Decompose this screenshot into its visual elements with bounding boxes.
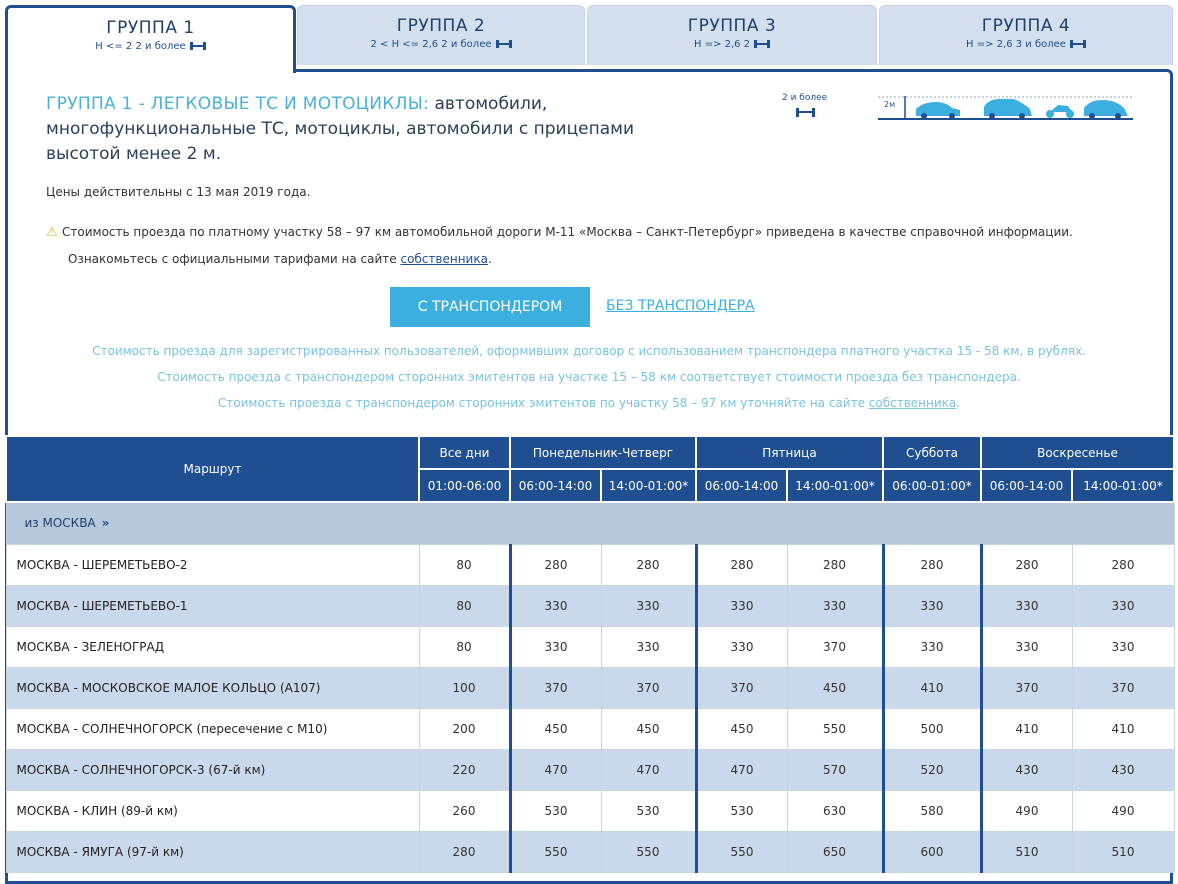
price-cell: 430 [981, 749, 1072, 790]
tab-subtitle: H <= 2 2 и более [8, 41, 293, 52]
price-cell: 260 [419, 790, 510, 831]
price-cell: 530 [510, 790, 601, 831]
note-third-party-transponder: Стоимость проезда с транспондером сторонних эмитентов на участке 15 – 58 км соответствует стоимости проезда без транспондера. [157, 370, 1021, 384]
axle-icon [754, 40, 770, 48]
price-cell: 520 [883, 749, 981, 790]
price-cell: 330 [696, 585, 787, 626]
group-header-all-days: Все дни [419, 436, 510, 469]
price-cell: 80 [419, 544, 510, 585]
time-header: 14:00-01:00* [601, 469, 696, 502]
route-cell: МОСКВА - ШЕРЕМЕТЬЕВО-1 [6, 585, 419, 626]
price-cell: 370 [981, 667, 1072, 708]
table-row [6, 544, 1174, 585]
tab-group-2[interactable] [297, 5, 585, 65]
axle-icon [496, 40, 512, 48]
price-cell: 470 [510, 749, 601, 790]
group-header-saturday: Суббота [883, 436, 981, 469]
table-row [6, 790, 1174, 831]
price-cell: 490 [1072, 790, 1174, 831]
route-cell: МОСКВА - МОСКОВСКОЕ МАЛОЕ КОЛЬЦО (А107) [6, 667, 419, 708]
price-cell: 370 [1072, 667, 1174, 708]
warning-text: Стоимость проезда по платному участку 58 – 97 км автомобильной дороги М-11 «Москва – Санкт-Петербург» приведена в качестве справочной информации. [62, 225, 1073, 239]
route-cell: МОСКВА - КЛИН (89-й км) [6, 790, 419, 831]
vehicle-illustration [778, 90, 1138, 130]
price-cell: 470 [696, 749, 787, 790]
tab-subtitle: H => 2,6 3 и более [880, 39, 1172, 50]
price-cell: 650 [787, 831, 883, 872]
table-row [6, 708, 1174, 749]
price-cell: 280 [696, 544, 787, 585]
hatchback-icon [1084, 100, 1128, 119]
price-cell: 330 [510, 626, 601, 667]
time-header: 14:00-01:00* [787, 469, 883, 502]
with-transponder-button[interactable]: С ТРАНСПОНДЕРОМ [390, 287, 590, 327]
price-cell: 330 [981, 626, 1072, 667]
price-cell: 500 [883, 708, 981, 749]
table-row [6, 667, 1174, 708]
price-cell: 600 [883, 831, 981, 872]
tab-group-4[interactable] [879, 5, 1173, 65]
route-cell: МОСКВА - ЗЕЛЕНОГРАД [6, 626, 419, 667]
time-header: 06:00-14:00 [696, 469, 787, 502]
time-header: 01:00-06:00 [419, 469, 510, 502]
price-cell: 330 [883, 585, 981, 626]
route-cell: МОСКВА - СОЛНЕЧНОГОРСК (пересечение с М10) [6, 708, 419, 749]
warning-icon: ⚠ [46, 225, 58, 240]
price-cell: 580 [883, 790, 981, 831]
price-cell: 80 [419, 585, 510, 626]
price-cell: 510 [1072, 831, 1174, 872]
group-header-friday: Пятница [696, 436, 883, 469]
chevron-right-icon: » [101, 516, 110, 531]
price-cell: 550 [510, 831, 601, 872]
route-cell: МОСКВА - СОЛНЕЧНОГОРСК-3 (67-й км) [6, 749, 419, 790]
tab-title: ГРУППА 1 [106, 18, 195, 38]
suv-icon [984, 99, 1032, 119]
warning-suffix: . [487, 252, 492, 266]
group-heading-description: автомобили, многофункциональные ТС, мотоциклы, автомобили с прицепами высотой менее 2 м. [46, 94, 635, 164]
sedan-icon [916, 102, 960, 119]
time-header: 06:00-01:00* [883, 469, 981, 502]
axle-icon [190, 42, 206, 50]
price-cell: 330 [883, 626, 981, 667]
time-header: 14:00-01:00* [1072, 469, 1174, 502]
price-cell: 470 [601, 749, 696, 790]
price-cell: 100 [419, 667, 510, 708]
tab-title: ГРУППА 3 [687, 16, 777, 36]
price-cell: 330 [1072, 626, 1174, 667]
price-cell: 370 [510, 667, 601, 708]
price-cell: 450 [601, 708, 696, 749]
price-cell: 370 [601, 667, 696, 708]
height-label: 2м [884, 100, 896, 109]
warning-text-2: Ознакомьтесь с официальными тарифами на сайте [68, 252, 397, 266]
price-cell: 280 [419, 831, 510, 872]
group-heading [46, 92, 686, 167]
motorcycle-icon [1046, 105, 1074, 118]
group-header-mon-thu: Понедельник-Четверг [510, 436, 696, 469]
warning-notice [46, 219, 1073, 272]
price-cell: 330 [510, 585, 601, 626]
price-cell: 200 [419, 708, 510, 749]
price-cell: 330 [787, 585, 883, 626]
direction-row[interactable] [6, 502, 1174, 544]
route-cell: МОСКВА - ЯМУГА (97-й км) [6, 831, 419, 872]
note-registered-users: Стоимость проезда для зарегистрированных пользователей, оформивших договор с использованием транспондера платного участка 15 - 58 км, в рублях. [92, 344, 1086, 358]
group-header-sunday: Воскресенье [981, 436, 1174, 469]
price-cell: 280 [510, 544, 601, 585]
price-cell: 370 [787, 626, 883, 667]
price-cell: 370 [696, 667, 787, 708]
price-cell: 330 [601, 585, 696, 626]
direction-label: из МОСКВА [24, 516, 96, 531]
price-cell: 550 [696, 831, 787, 872]
tariff-table [5, 435, 1173, 873]
time-header: 06:00-14:00 [510, 469, 601, 502]
price-cell: 280 [601, 544, 696, 585]
tab-subtitle: H => 2,6 2 [588, 39, 876, 50]
price-cell: 280 [787, 544, 883, 585]
price-cell: 410 [981, 708, 1072, 749]
without-transponder-link[interactable]: БЕЗ ТРАНСПОНДЕРА [606, 298, 755, 314]
price-cell: 280 [883, 544, 981, 585]
price-cell: 510 [981, 831, 1072, 872]
price-cell: 280 [1072, 544, 1174, 585]
price-cell: 450 [696, 708, 787, 749]
price-cell: 280 [981, 544, 1072, 585]
price-cell: 430 [1072, 749, 1174, 790]
tariff-panel [5, 69, 1173, 884]
valid-from-text: Цены действительны с 13 мая 2019 года. [46, 185, 311, 199]
tab-title: ГРУППА 4 [981, 16, 1071, 36]
table-row [6, 831, 1174, 872]
price-cell: 450 [510, 708, 601, 749]
price-cell: 550 [787, 708, 883, 749]
route-header: Маршрут [6, 436, 419, 502]
tab-group-1[interactable] [5, 5, 296, 73]
axles-label: 2 и более [782, 93, 828, 103]
time-header: 06:00-14:00 [981, 469, 1072, 502]
note-text: Стоимость проезда с транспондером сторонних эмитентов по участку 58 – 97 км уточняйте на сайте [217, 396, 865, 410]
note-third-party-58-97 [8, 396, 1170, 410]
price-cell: 530 [696, 790, 787, 831]
price-cell: 550 [601, 831, 696, 872]
tab-subtitle: 2 < H <= 2,6 2 и более [298, 39, 584, 50]
price-cell: 410 [1072, 708, 1174, 749]
price-cell: 220 [419, 749, 510, 790]
table-row [6, 749, 1174, 790]
price-cell: 80 [419, 626, 510, 667]
route-cell: МОСКВА - ШЕРЕМЕТЬЕВО-2 [6, 544, 419, 585]
price-cell: 490 [981, 790, 1072, 831]
tab-group-3[interactable] [587, 5, 877, 65]
price-cell: 630 [787, 790, 883, 831]
group-heading-highlight: ГРУППА 1 - ЛЕГКОВЫЕ ТС И МОТОЦИКЛЫ: [46, 94, 430, 114]
table-row [6, 585, 1174, 626]
price-cell: 570 [787, 749, 883, 790]
price-cell: 450 [787, 667, 883, 708]
price-cell: 530 [601, 790, 696, 831]
price-cell: 330 [1072, 585, 1174, 626]
axle-icon [1070, 40, 1086, 48]
price-cell: 330 [981, 585, 1072, 626]
owner-site-link-2[interactable]: собственника [868, 396, 957, 410]
group-tabs [5, 5, 1173, 69]
price-cell: 410 [883, 667, 981, 708]
table-row [6, 626, 1174, 667]
owner-site-link[interactable]: собственника [400, 252, 488, 266]
tab-title: ГРУППА 2 [396, 16, 486, 36]
price-cell: 330 [696, 626, 787, 667]
price-cell: 330 [601, 626, 696, 667]
direction-cell[interactable] [6, 502, 1174, 544]
note-suffix: . [956, 396, 961, 410]
